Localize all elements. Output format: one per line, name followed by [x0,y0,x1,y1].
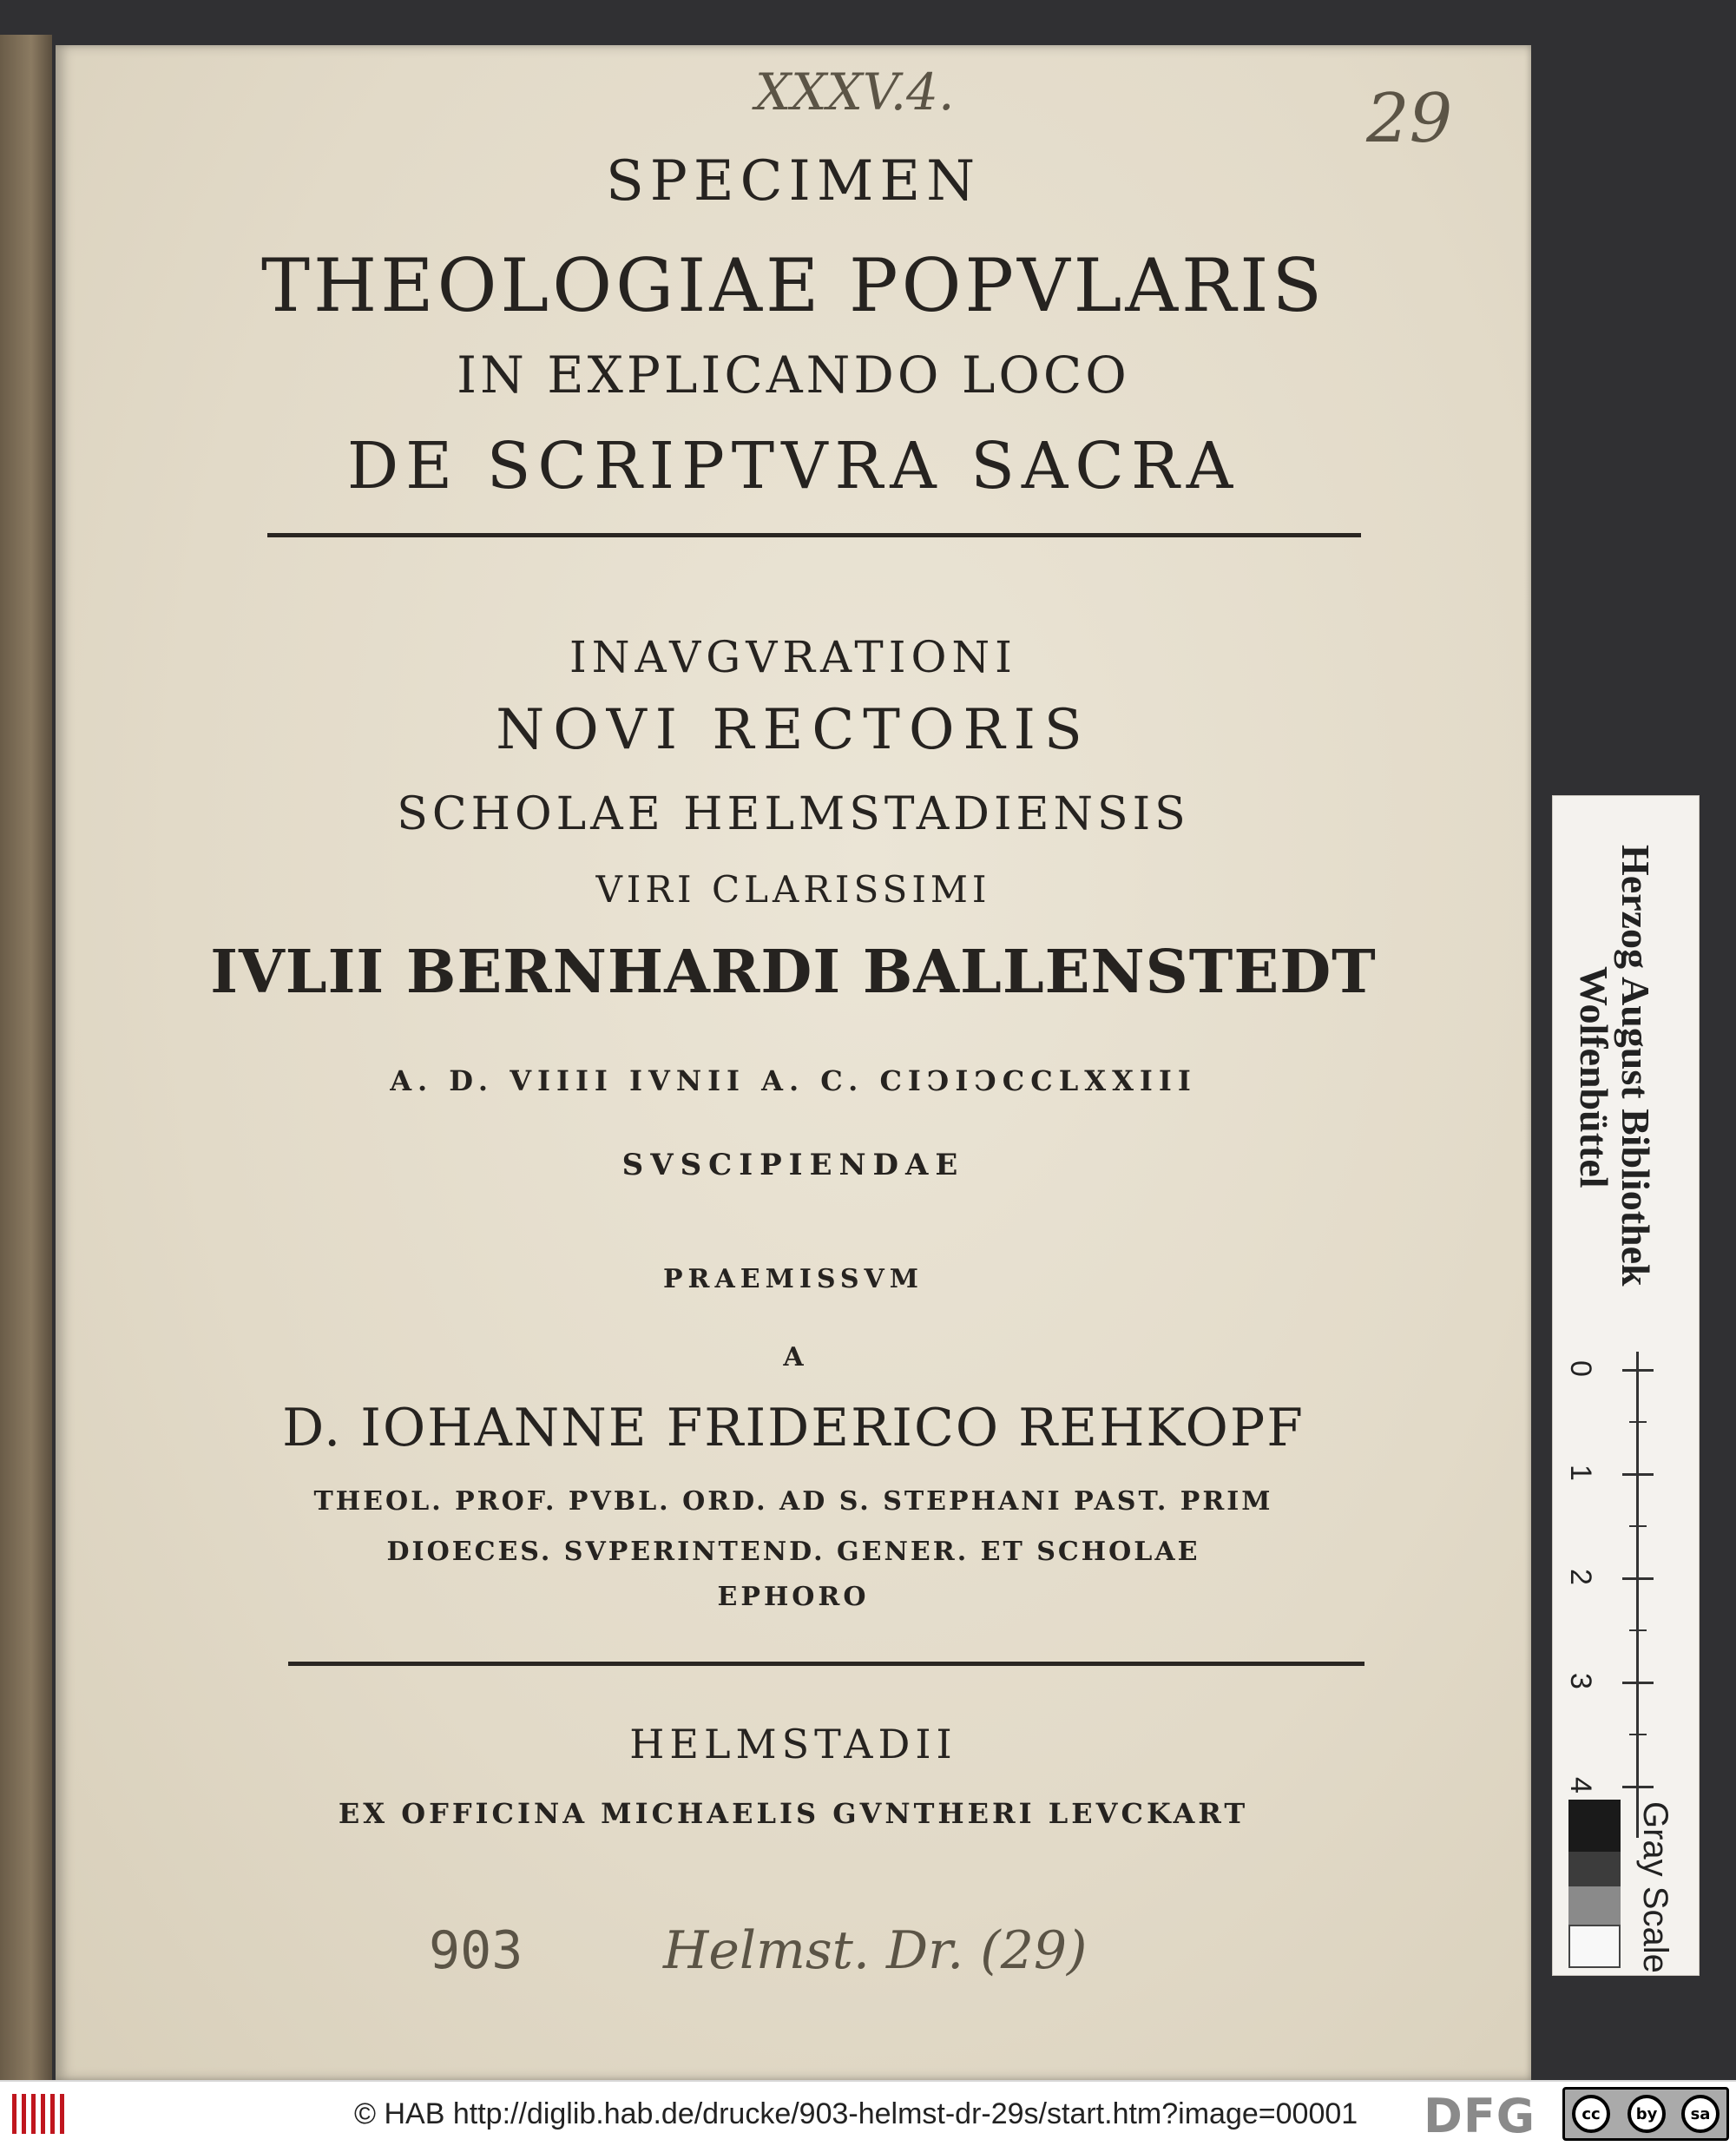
handwritten-page-number: 29 [1366,80,1453,158]
ruler-number-1: 1 [1563,1465,1597,1481]
occasion-line-2: NOVI RECTORIS [496,698,1091,762]
ruler-tick-minor [1629,1734,1647,1735]
divider-top [267,533,1361,537]
gray-scale-label: Gray Scale [1636,1801,1674,1973]
author-title-1: THEOL. PROF. PVBL. ORD. AD S. STEPHANI PAST. PRIM [313,1486,1273,1517]
title-line-1: SPECIMEN [605,149,982,214]
footer-bar [0,2080,1736,2146]
ruler-tick-minor [1629,1421,1647,1423]
ruler-tick [1622,1473,1654,1476]
ruler-tick-minor [1629,1629,1647,1631]
title-line-2: THEOLOGIAE POPVLARIS [260,243,1326,328]
institution-name-line-2: Wolfenbüttel [1572,966,1616,1188]
title-line-4: DE SCRIPTVRA SACRA [346,429,1240,504]
occasion-line-4: VIRI CLARISSIMI [595,868,991,911]
a-line: A [783,1342,804,1373]
ruler-number-4: 4 [1563,1777,1597,1794]
cc-license-badge[interactable] [1562,2087,1729,2141]
ruler-number-3: 3 [1563,1673,1597,1689]
title-page [56,45,1531,2080]
gray-patch-black [1568,1800,1621,1852]
sa-icon: sa [1681,2095,1720,2133]
divider-bottom [288,1662,1364,1666]
ruler-tick-minor [1629,1525,1647,1527]
dfg-logo[interactable]: DFG [1424,2089,1536,2143]
handwritten-shelfmark-number: 903 [429,1920,523,1981]
ruler-number-0: 0 [1563,1360,1597,1377]
gray-patch-dark [1568,1852,1621,1886]
copyright-url[interactable]: © HAB http://diglib.hab.de/drucke/903-helmst-dr-29s/start.htm?image=00001 [354,2097,1358,2130]
suscipiendae-line: SVSCIPIENDAE [621,1148,965,1182]
occasion-line-3: SCHOLAE HELMSTADIENSIS [397,788,1190,840]
praemissum-line: PRAEMISSVM [662,1264,924,1294]
ruler-tick [1622,1786,1654,1788]
cc-icon: cc [1572,2095,1610,2133]
imprint-printer: EX OFFICINA MICHAELIS GVNTHERI LEVCKART [338,1797,1249,1830]
author-title-2: DIOECES. SVPERINTEND. GENER. ET SCHOLAE [386,1537,1200,1567]
handwritten-shelf-number: XXXV.4. [755,63,955,122]
ruler-tick [1622,1369,1654,1372]
date-line: A. D. VIIII IVNII A. C. CIϽIϽCCLXXIII [390,1064,1197,1097]
ruler-line [1636,1352,1639,1838]
ruler-tick [1622,1577,1654,1580]
previous-page-edge [0,35,52,2080]
gray-patch-mid [1568,1886,1621,1925]
ruler-number-2: 2 [1563,1569,1597,1585]
occasion-line-1: INAVGVRATIONI [569,632,1017,682]
ruler-tick [1622,1682,1654,1684]
imprint-place: HELMSTADII [629,1721,957,1767]
by-icon: by [1628,2095,1666,2133]
gray-patch-white [1568,1925,1621,1968]
author-title-3: EPHORO [717,1582,870,1612]
occasion-line-5: IVLII BERNHARDI BALLENSTEDT [210,938,1377,1007]
hab-barcode-logo [12,2094,64,2134]
handwritten-shelfmark-text: Helmst. Dr. (29) [663,1920,1088,1981]
color-scale-card [1552,795,1700,1976]
author-name: D. IOHANNE FRIDERICO REHKOPF [282,1398,1305,1458]
title-line-3: IN EXPLICANDO LOCO [457,346,1130,405]
institution-name-line-1: Herzog August Bibliothek [1614,845,1658,1287]
